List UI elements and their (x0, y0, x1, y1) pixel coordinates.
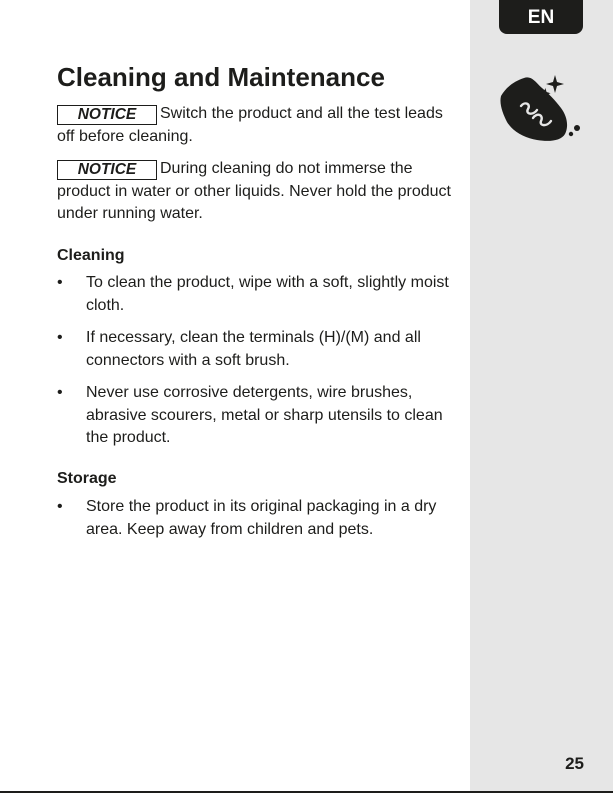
list-item-text: If necessary, clean the terminals (H)/(M) and all connectors with a soft brush. (86, 329, 421, 369)
cleaning-cloth-icon (497, 66, 587, 146)
bullet: • (57, 274, 63, 291)
list-item-text: Store the product in its original packaging in a dry area. Keep away from children and pets. (86, 498, 437, 538)
bullet: • (57, 498, 63, 515)
bullet: • (57, 384, 63, 401)
notice-label: NOTICE (57, 105, 157, 125)
notice-paragraph (57, 158, 452, 226)
list-item (57, 272, 452, 317)
list-item (57, 496, 452, 541)
cleaning-heading: Cleaning (57, 247, 125, 264)
list-item-text: Never use corrosive detergents, wire brushes, abrasive scourers, metal or sharp utensils to clean the product. (86, 384, 443, 446)
page-number: 25 (565, 754, 584, 773)
list-item (57, 382, 452, 450)
notice-text: During cleaning do not immerse the product in water or other liquids. Never hold the product under running water. (57, 160, 451, 222)
notice-text: Switch the product and all the test leads off before cleaning. (57, 105, 443, 145)
page-title: Cleaning and Maintenance (57, 62, 385, 92)
cleaning-list (57, 272, 452, 450)
list-item (57, 327, 452, 372)
notice-paragraph (57, 103, 452, 148)
storage-heading: Storage (57, 470, 117, 487)
storage-list (57, 496, 452, 541)
bullet: • (57, 329, 63, 346)
list-item-text: To clean the product, wipe with a soft, slightly moist cloth. (86, 274, 449, 314)
notice-label: NOTICE (57, 160, 157, 180)
language-badge: EN (499, 0, 583, 34)
